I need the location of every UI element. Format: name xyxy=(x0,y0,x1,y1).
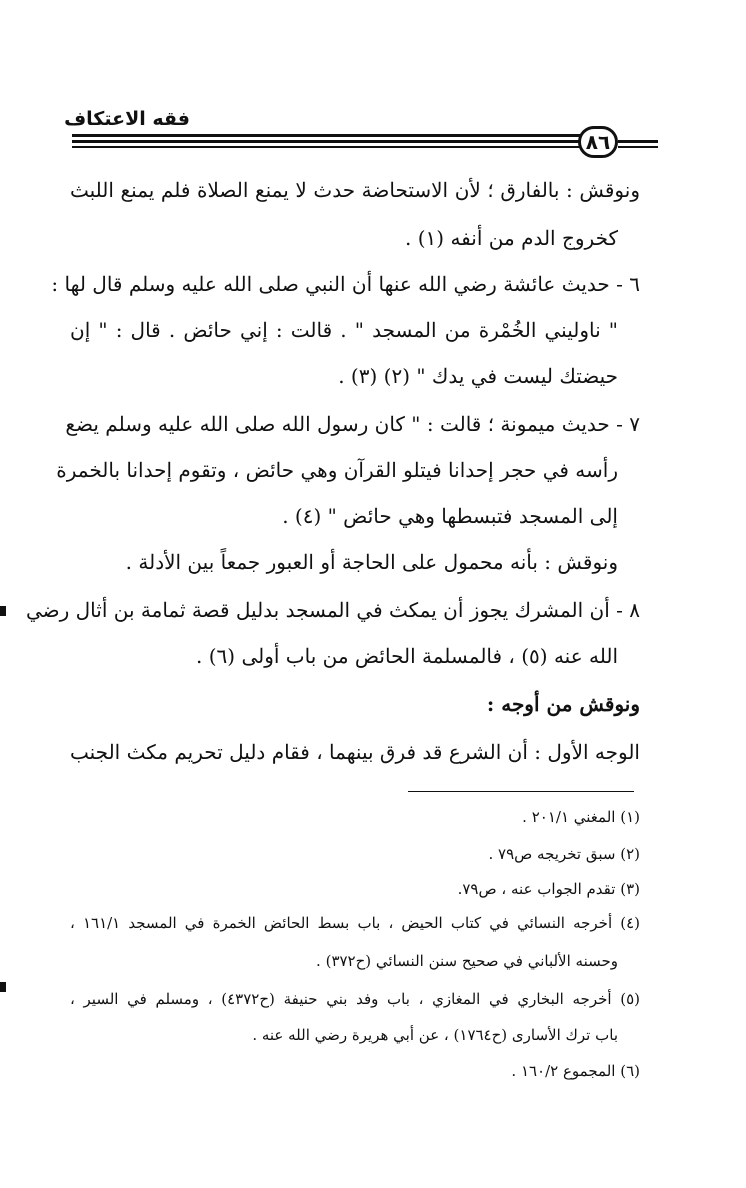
scan-edge-mark xyxy=(0,982,6,992)
body-line: كخروج الدم من أنفه (١) . xyxy=(405,226,618,250)
footnote: (٣) تقدم الجواب عنه ، ص٧٩. xyxy=(457,880,640,898)
footnote-continuation: وحسنه الألباني في صحيح سنن النسائي (ح٣٧٢) . xyxy=(316,952,618,970)
page-number: ٨٦ xyxy=(578,126,618,158)
header-rule xyxy=(72,146,582,148)
body-line: ونوقش : بالفارق ؛ لأن الاستحاضة حدث لا يمنع الصلاة فلم يمنع اللبث xyxy=(70,178,640,202)
body-line: ٦ - حديث عائشة رضي الله عنها أن النبي صلى الله عليه وسلم قال لها : xyxy=(51,272,640,296)
body-line: ٧ - حديث ميمونة ؛ قالت : " كان رسول الله صلى الله عليه وسلم يضع xyxy=(65,412,640,436)
body-line: ٨ - أن المشرك يجوز أن يمكث في المسجد بدليل قصة ثمامة بن أثال رضي xyxy=(25,598,640,622)
scan-edge-mark xyxy=(0,606,6,616)
header-rule xyxy=(618,146,658,148)
footnote: (١) المغني ٢٠١/١ . xyxy=(522,808,640,826)
footnote: (٢) سبق تخريجه ص٧٩ . xyxy=(488,845,640,863)
body-line: " ناوليني الخُمْرة من المسجد " . قالت : إني حائض . قال : " إن xyxy=(70,318,618,342)
header-rule xyxy=(618,140,658,143)
footnote: (٦) المجموع ١٦٠/٢ . xyxy=(511,1062,640,1080)
running-header-title: فقه الاعتكاف xyxy=(64,108,190,130)
footnote-continuation: باب ترك الأسارى (ح١٧٦٤) ، عن أبي هريرة رضي الله عنه . xyxy=(252,1026,618,1044)
footnote: (٤) أخرجه النسائي في كتاب الحيض ، باب بسط الحائض الخمرة في المسجد ١٦١/١ ، xyxy=(70,914,640,932)
body-line: رأسه في حجر إحدانا فيتلو القرآن وهي حائض ، وتقوم إحدانا بالخمرة xyxy=(56,458,618,482)
section-heading: ونوقش من أوجه : xyxy=(486,692,640,716)
body-line: الله عنه (٥) ، فالمسلمة الحائض من باب أولى (٦) . xyxy=(196,644,618,668)
header-rule xyxy=(72,140,582,143)
footnote: (٥) أخرجه البخاري في المغازي ، باب وفد بني حنيفة (ح٤٣٧٢) ، ومسلم في السير ، xyxy=(70,990,640,1008)
body-line: حيضتك ليست في يدك " (٢) (٣) . xyxy=(338,364,618,388)
body-line: ونوقش : بأنه محمول على الحاجة أو العبور جمعاً بين الأدلة . xyxy=(125,550,618,574)
footnote-separator xyxy=(408,791,634,792)
body-line: الوجه الأول : أن الشرع قد فرق بينهما ، فقام دليل تحريم مكث الجنب xyxy=(70,740,640,764)
body-line: إلى المسجد فتبسطها وهي حائض " (٤) . xyxy=(282,504,618,528)
header-rule xyxy=(72,134,582,137)
